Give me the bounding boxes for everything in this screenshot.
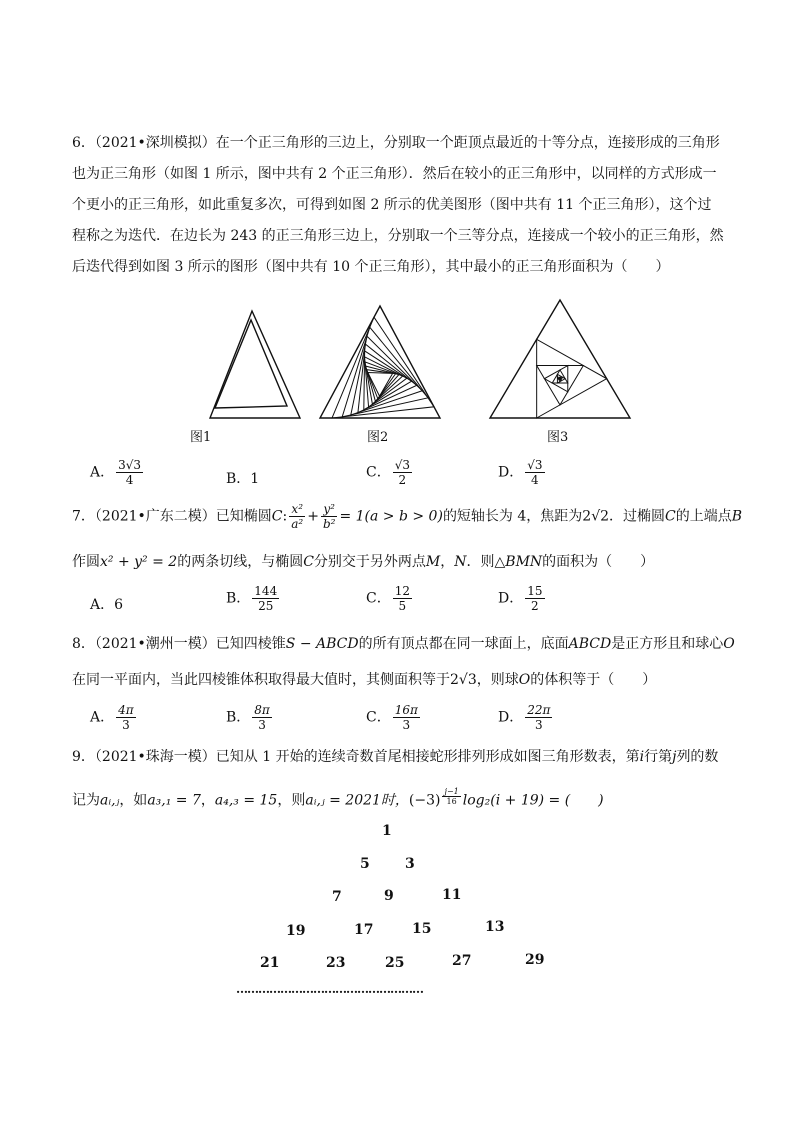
fig3-triangle	[537, 339, 607, 418]
fig2-triangle	[320, 306, 440, 418]
table-cell: 7	[332, 889, 342, 905]
table-cell: 27	[452, 953, 472, 969]
question-7-line-1: 7．（2021•广东二模）已知椭圆C: $\frac{\text{x²}}{\text{a²}}$ + $\frac{\text{y²}}{\text{b²}}$ = 1(a > b > 0)的短轴长为 4，焦距为2√2．过椭圆C的上端点B	[72, 502, 743, 531]
figure-1	[210, 311, 300, 418]
fig3-triangle	[537, 366, 584, 405]
table-cell: 1	[382, 823, 392, 839]
question-8-line-2: 在同一平面内，当此四棱锥体积取得最大值时，其侧面积等于2√3，则球O的体积等于（ ）	[72, 672, 657, 688]
table-cell: 13	[485, 919, 505, 935]
q8-option-d[interactable]: D． $\frac{22\pi}{3}$	[498, 703, 551, 732]
q8-option-b[interactable]: B． $\frac{8\pi}{3}$	[226, 703, 270, 732]
figures-area	[150, 298, 650, 423]
q6-option-a[interactable]: A． $\frac{3√3}{4}$	[90, 458, 142, 487]
q7-option-b[interactable]: B． $\frac{144}{25}$	[226, 584, 278, 613]
table-cell: 3	[405, 856, 415, 872]
figure-2-label: 图2	[367, 430, 389, 445]
q7-option-d[interactable]: D． $\frac{15}{2}$	[498, 584, 543, 613]
table-cell: 19	[286, 923, 306, 939]
table-cell: 25	[385, 955, 405, 971]
q7-option-c[interactable]: C． $\frac{12}{5}$	[366, 584, 410, 613]
fig3-triangle	[560, 378, 561, 379]
q6-option-d[interactable]: D． $\frac{√3}{4}$	[498, 458, 543, 487]
table-cell: 11	[442, 887, 462, 903]
table-cell: 29	[525, 952, 545, 968]
fig3-triangle	[490, 300, 630, 418]
fig2-triangle	[368, 373, 393, 397]
question-9-line-1: 9．（2021•珠海一模）已知从 1 开始的连续奇数首尾相接蛇形排列形成如图三角形数表，第i行第j列的数	[72, 749, 719, 765]
question-9-line-2: 记为aᵢ,ⱼ，如a₃,₁ = 7，a₄,₃ = 15，则aᵢ,ⱼ = 2021时，(−3) $^{\frac{j-1}{16}}$ log₂(i + 19) = ( )	[72, 787, 604, 809]
table-cell: 9	[384, 888, 394, 904]
question-7-line-2: 作圆x² + y² = 2的两条切线，与椭圆C分别交于另外两点M，N．则△BMN的面积为（ ）	[72, 554, 655, 570]
table-cell: 23	[326, 955, 346, 971]
table-cell: 15	[412, 921, 432, 937]
q8-option-a[interactable]: A． $\frac{4\pi}{3}$	[90, 703, 134, 732]
fig1-outer-triangle	[210, 311, 300, 418]
figure-2	[320, 306, 440, 418]
figure-3	[490, 300, 630, 418]
q8-option-c[interactable]: C． $\frac{16\pi}{3}$	[366, 703, 418, 732]
q6-option-c[interactable]: C． $\frac{√3}{2}$	[366, 458, 410, 487]
question-6-text: 6．（2021•深圳模拟）在一个正三角形的三边上，分别取一个距顶点最近的十等分点，连接形成的三角形也为正三角形（如图 1 所示，图中共有 2 个正三角形）．然后在较小的正三角形中，以同样的方式形成一个更小的正三角形，如此重复多次，可得到如图 2 所示的优美图形（图中共有 11 个正三角形），这个过程称之为迭代．在边长为 243 的正三角形三边上，分别取一个三等分点，连接成一个较小的正三角形，然后迭代得到如图 3 所示的图形（图中共有 10 个正三角形），其中最小的正三角形面积为（ ）	[72, 135, 724, 275]
question-8-line-1: 8．（2021•潮州一模）已知四棱锥S − ABCD的所有顶点都在同一球面上，底面ABCD是正方形且和球心O	[72, 636, 735, 652]
q7-option-a[interactable]: A．6	[90, 597, 124, 613]
table-cell: 17	[354, 922, 374, 938]
table-cell: 21	[260, 955, 280, 971]
q6-option-b[interactable]: B．1	[226, 471, 260, 487]
figure-1-label: 图1	[190, 430, 212, 445]
continuation-dots: ……………………………………………	[236, 982, 423, 996]
table-cell: 5	[360, 856, 370, 872]
figure-3-label: 图3	[547, 430, 569, 445]
